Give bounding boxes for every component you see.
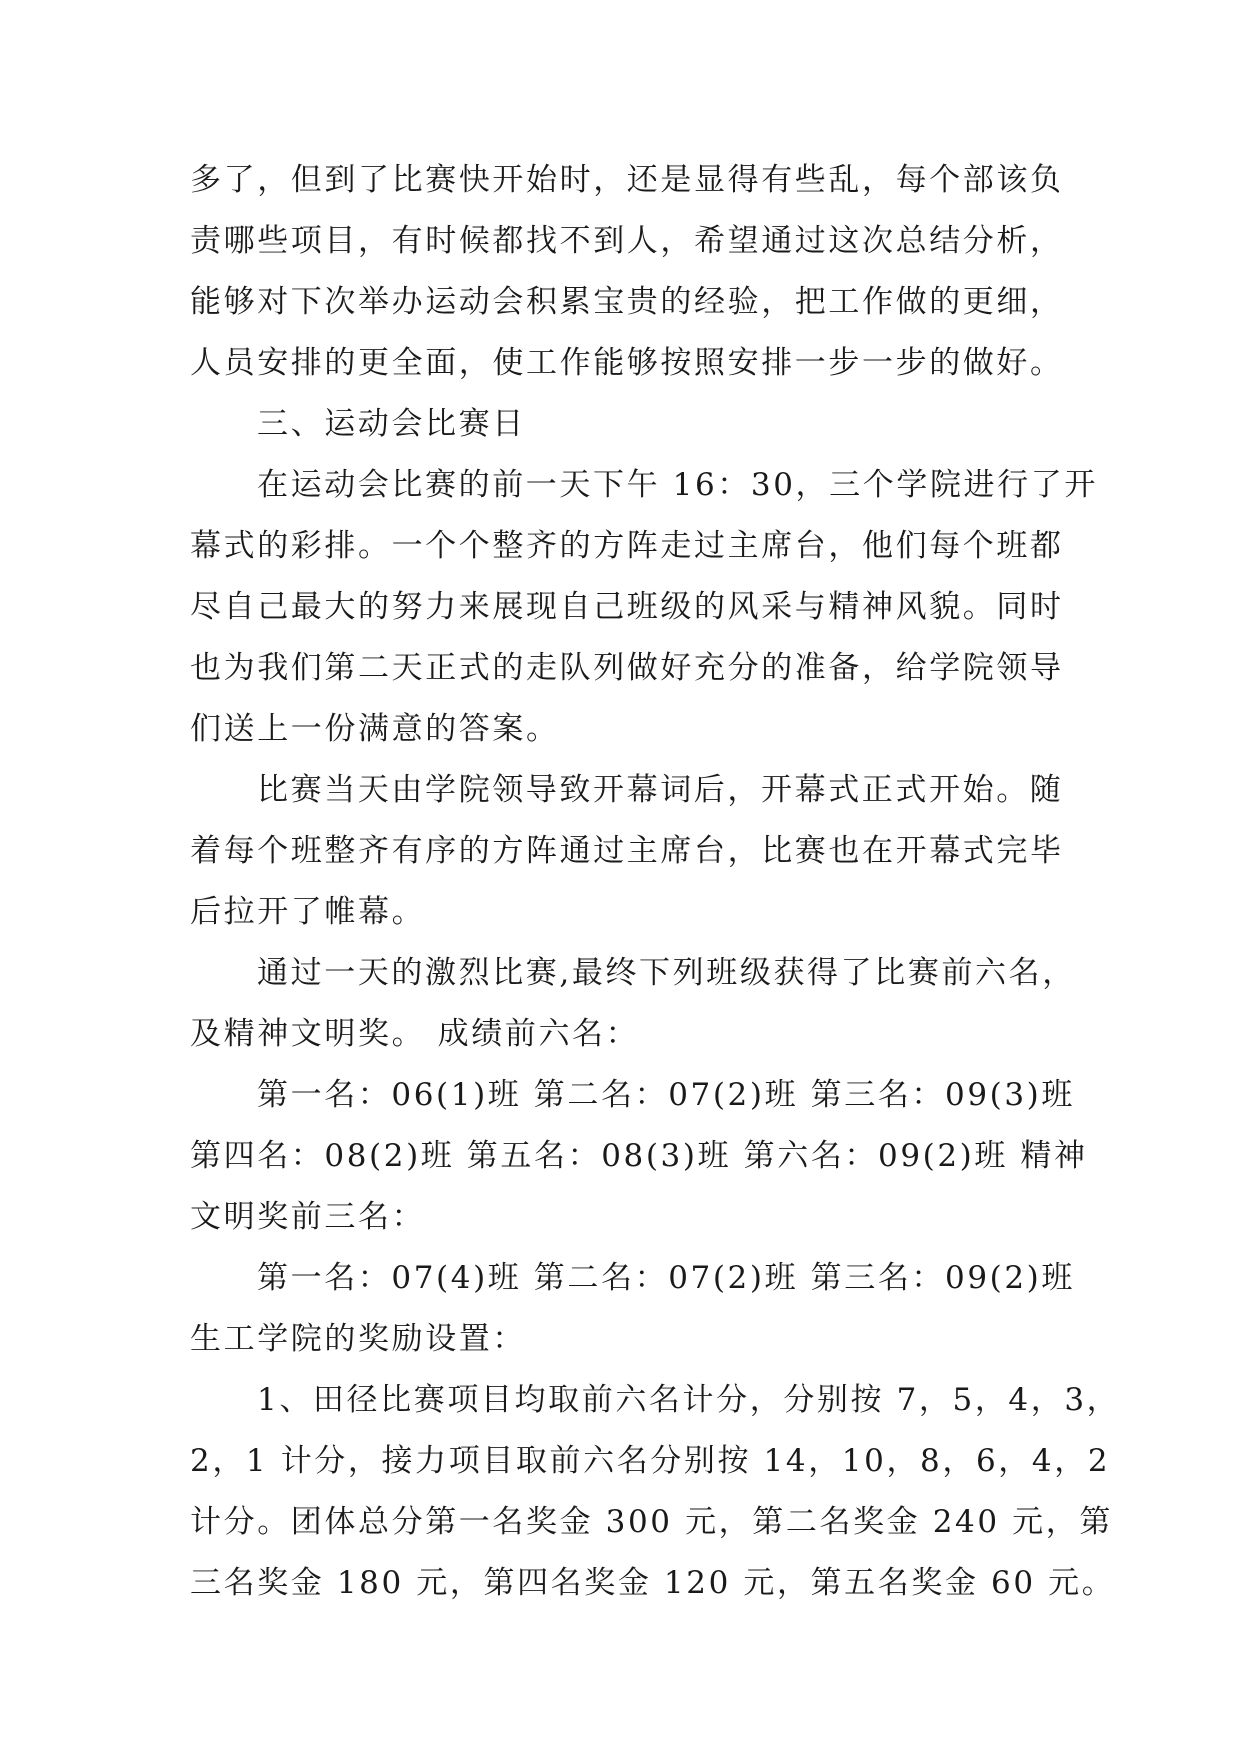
document-body: [190, 150, 1121, 1614]
text-line: 文明奖前三名：: [190, 1199, 426, 1235]
text-line: 计分。团体总分第一名奖金 300 元，第二名奖金 240 元，第: [190, 1504, 1113, 1540]
text-line: 着每个班整齐有序的方阵通过主席台，比赛也在开幕式完毕: [190, 833, 1064, 869]
text-line: 能够对下次举办运动会积累宝贵的经验，把工作做的更细，: [190, 284, 1064, 320]
text-line: 三名奖金 180 元，第四名奖金 120 元，第五名奖金 60 元。: [190, 1565, 1116, 1601]
text-line: 及精神文明奖。 成绩前六名：: [190, 1016, 640, 1052]
text-line: 第一名：07(4)班 第二名：07(2)班 第三名：09(2)班: [257, 1260, 1075, 1296]
text-line: 后拉开了帷幕。: [190, 894, 426, 930]
text-line: 们送上一份满意的答案。: [190, 711, 560, 747]
text-line: 1、田径比赛项目均取前六名计分，分别按 7，5，4，3，: [257, 1382, 1121, 1418]
text-line: 责哪些项目，有时候都找不到人，希望通过这次总结分析，: [190, 223, 1064, 259]
text-line: 2，1 计分，接力项目取前六名分别按 14，10，8，6，4，2: [190, 1443, 1111, 1479]
text-line: 幕式的彩排。一个个整齐的方阵走过主席台，他们每个班都: [190, 528, 1064, 564]
text-line: 尽自己最大的努力来展现自己班级的风采与精神风貌。同时: [190, 589, 1064, 625]
text-line: 比赛当天由学院领导致开幕词后，开幕式正式开始。随: [257, 772, 1064, 808]
text-line: 第四名：08(2)班 第五名：08(3)班 第六名：09(2)班 精神: [190, 1138, 1088, 1174]
text-line: 多了，但到了比赛快开始时，还是显得有些乱，每个部该负: [190, 162, 1064, 198]
text-line: 第一名：06(1)班 第二名：07(2)班 第三名：09(3)班: [257, 1077, 1075, 1113]
text-line: 生工学院的奖励设置：: [190, 1321, 526, 1357]
text-line: 通过一天的激烈比赛,最终下列班级获得了比赛前六名，: [257, 955, 1076, 991]
text-line: 在运动会比赛的前一天下午 16：30，三个学院进行了开: [257, 467, 1098, 503]
text-line: 人员安排的更全面，使工作能够按照安排一步一步的做好。: [190, 345, 1064, 381]
text-line: 也为我们第二天正式的走队列做好充分的准备，给学院领导: [190, 650, 1064, 686]
text-line: 三、运动会比赛日: [257, 406, 526, 442]
